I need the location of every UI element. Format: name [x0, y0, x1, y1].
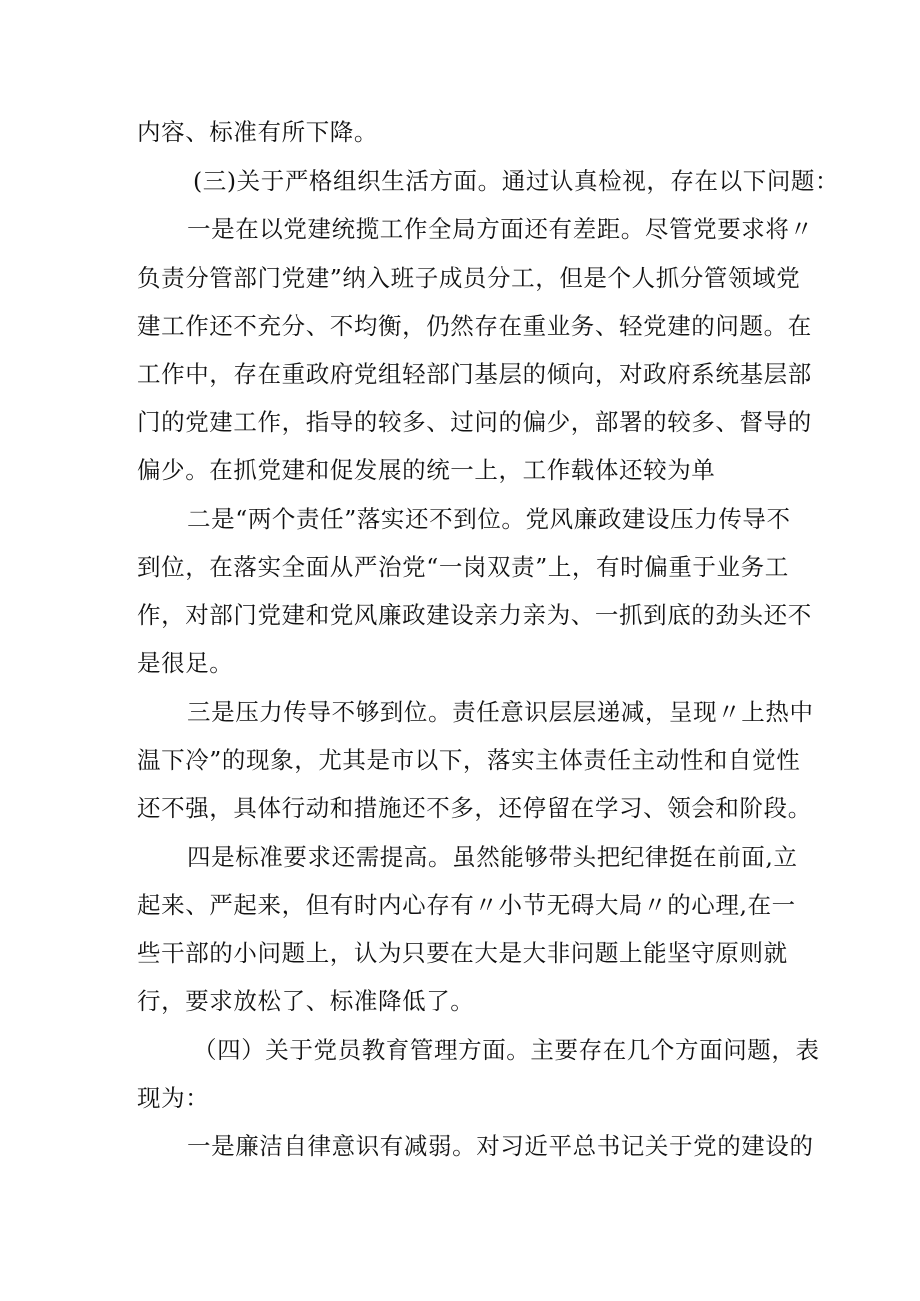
text-line-4: 负责分管部门党建”纳入班子成员分工，但是个人抓分管领域党: [137, 264, 801, 292]
text-line-22: 一是廉洁自律意识有减弱。对习近平总书记关于党的建设的: [187, 1132, 814, 1160]
text-line-18: 些干部的小问题上，认为只要在大是大非问题上能坚守原则就: [137, 939, 788, 967]
text-line-15: 还不强，具体行动和措施还不多，还停留在学习、领会和阶段。: [137, 794, 812, 822]
text-line-10: 到位，在落实全面从严治党“一岗双责”上，有时偏重于业务工: [137, 553, 789, 581]
text-line-16: 四是标准要求还需提高。虽然能够带头把纪律挺在前面,立: [187, 843, 798, 871]
text-line-1: 内容、标准有所下降。: [137, 118, 378, 146]
text-line-3: 一是在以党建统揽工作全局方面还有差距。尽管党要求将〃: [187, 215, 814, 243]
text-line-7: 门的党建工作，指导的较多、过问的偏少，部署的较多、督导的: [137, 408, 812, 436]
text-line-6: 工作中，存在重政府党组轻部门基层的倾向，对政府系统基层部: [137, 360, 812, 388]
text-line-21: 现为：: [137, 1084, 210, 1112]
text-line-8: 偏少。在抓党建和促发展的统一上，工作载体还较为单: [137, 456, 716, 484]
text-line-19: 行，要求放松了、标准降低了。: [137, 987, 475, 1015]
text-line-5: 建工作还不充分、不均衡，仍然存在重业务、轻党建的问题。在: [137, 312, 812, 340]
text-line-17: 起来、严起来，但有时内心存有〃小节无碍大局〃的心理,在一: [137, 891, 796, 919]
text-line-13: 三是压力传导不够到位。责任意识层层递减，呈现〃上热中: [187, 698, 814, 726]
section-heading-3: (三)关于严格组织生活方面。通过认真检视，存在以下问题：: [193, 167, 840, 195]
text-line-12: 是很足。: [137, 649, 234, 677]
section-heading-4: （四）关于党员教育管理方面。主要存在几个方面问题，表: [193, 1036, 820, 1064]
text-line-14: 温下冷”的现象，尤其是市以下，落实主体责任主动性和自觉性: [137, 746, 801, 774]
text-line-11: 作，对部门党建和党风廉政建设亲力亲为、一抓到底的劲头还不: [137, 601, 812, 629]
text-line-9: 二是“两个责任”落实还不到位。党风廉政建设压力传导不: [187, 505, 791, 533]
